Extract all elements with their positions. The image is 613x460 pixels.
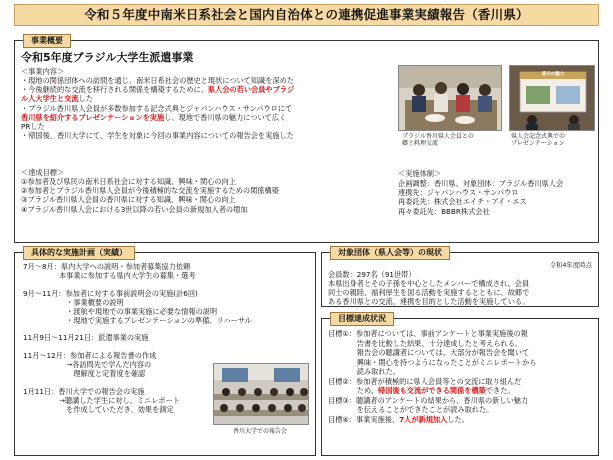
content-bullet [21, 104, 393, 113]
goals-label: ＜達成目標＞ [21, 168, 65, 177]
plan-line: 本事業に参加する県内大学生の募集・選考 [23, 270, 196, 280]
presentation-photo [509, 65, 595, 131]
description-line: ある香川県との交流、連携を目的とした活動を実施している。 [328, 297, 530, 307]
text-segment: を伝えることができたことが読み取れた。 [328, 405, 494, 414]
text-segment: ・帰国後、香川大学にて、学生を対象に今回の事業内容についての報告会を実施した [21, 131, 294, 141]
content-label: ＜事業内容＞ [21, 67, 65, 76]
achievement-line [328, 358, 536, 368]
text-segment: 目標③：聴講者のアンケートの結果から、香川県の新しい魅力 [328, 395, 529, 405]
system-item: 連携先：ジャパンハウス・サンパウロ [398, 188, 519, 198]
briefing-image [214, 364, 309, 425]
achievement-line [328, 329, 536, 339]
text-segment: ・現地の関係団体への訪問を通じ、南米日系社会の歴史と現状について知識を深めた [21, 76, 294, 85]
plan-line: を作成していただき、効果を測定 [23, 404, 174, 414]
achievement-line [328, 367, 536, 377]
plan-tab: 具体的な実施計画（実績） [23, 246, 135, 260]
achievement-line [328, 339, 536, 349]
plan-line: 1月11日：香川大学での報告会の実施 [23, 386, 145, 396]
content-bullet [21, 94, 393, 103]
content-bullets [21, 76, 393, 141]
achievement-line [328, 386, 536, 396]
achievement-tab: 目標達成状況 [330, 312, 394, 326]
description-line: 本県出身者とその子孫を中心としたメンバーで構成され、会員 [328, 279, 530, 288]
achievement-line [328, 405, 536, 415]
target-section [321, 248, 599, 307]
text-segment: 目標④：事業実施後、 [328, 414, 400, 424]
overview-tab: 事業概要 [23, 34, 71, 48]
text-segment: ため、 [328, 386, 379, 395]
text-segment: した。 [447, 414, 469, 424]
text-segment: 読み取れた。 [328, 367, 400, 376]
achievement-list [328, 329, 536, 424]
target-tab: 対象団体（県人会等）の現状 [330, 246, 450, 260]
description-line: 同士の親睦、福利厚生を図る活動を実施するとともに、故郷で [328, 288, 530, 298]
content-bullet [21, 122, 393, 131]
target-description [328, 279, 529, 307]
goal-item: ③ブラジル香川県人会員の香川県に対する知識、興味・関心の向上 [21, 195, 236, 205]
text-segment: し、現地で香川県の魅力について広く [164, 112, 287, 122]
plan-line: 9月～11月：参加者に対する事前説明会の実施(計6回) [23, 288, 198, 298]
plan-line: 理解度と定着度を確認 [23, 369, 146, 379]
system-item: 企画調整：香川県、対象団体：ブラジル香川県人会 [398, 179, 564, 188]
highlight-text: 香川県を紹介するプレゼンテーションを実施 [21, 112, 165, 122]
highlight-text: 7人が新規加入 [399, 414, 448, 424]
achievement-section [321, 314, 599, 456]
plan-line: 7月～8月：県内大学への説明・参加者募集協力依頼 [23, 262, 191, 271]
achievement-line [328, 415, 536, 425]
text-segment: した [78, 94, 93, 104]
as-of-date: 令和4年度時点 [549, 261, 592, 269]
plan-line: →聴講した学生に対し、ミニレポート [23, 395, 180, 405]
cooking-exchange-image [399, 66, 502, 131]
plan-section [14, 248, 316, 456]
goal-item: ④ブラジル香川県人会における3世以降の若い会員の新規加入者の増加 [21, 204, 248, 214]
highlight-text: ル人大学生と交流 [21, 94, 79, 104]
overview-section [14, 36, 599, 243]
content-bullet [21, 113, 393, 122]
plan-line: ・事業概要の説明 [23, 297, 124, 307]
content-bullet [21, 76, 393, 85]
content-bullet [21, 131, 393, 140]
plan-line: →各訪問先で学んだ内容の [23, 360, 152, 370]
system-list [398, 179, 563, 216]
system-item: 再委託先：株式会社エイチ・アイ・エス [398, 197, 527, 207]
briefing-photo [213, 363, 309, 425]
goal-item: ①参加者及び県民の南米日系社会に対する知識、興味・関心の向上 [21, 177, 236, 186]
content-bullet [21, 85, 393, 94]
achievement-line [328, 377, 536, 387]
briefing-caption: 香川大学での報告会 [233, 428, 288, 435]
presentation-caption: 県人会記念式典での プレゼンテーション [511, 133, 566, 148]
cooking-exchange-caption: ブラジル香川県人会員との 郷土料理交流 [402, 133, 474, 148]
text-segment: 報告会の聴講者については、大部分が報告会を聞いて [328, 348, 530, 357]
page-title: 令和５年度中南米日系社会と国内自治体との連携促進事業実績報告（香川県） [14, 4, 599, 26]
overview-heading: 令和5年度ブラジル大学生派遣事業 [21, 51, 194, 64]
text-segment: 告書を比較した結果、十分達成したと考えられる。 [328, 338, 523, 348]
text-segment: ・ブラジル香川県人会員が多数参加する記念式典とジャパンハウス・サンパウロにて [21, 103, 293, 113]
plan-line: 11月9日～11月21日：派遣事業の実施 [23, 333, 149, 343]
slide-title: 香川の魅力 [541, 72, 565, 77]
plan-line: ・現地で実施するプレゼンテーションの準備、リハーサル [23, 315, 252, 325]
plan-line: 11月～12月：参加者による報告書の作成 [23, 351, 157, 361]
text-segment: 目標②：参加者が積極的に県人会員等との交流に取り組んだ [328, 376, 522, 386]
goals-list [21, 177, 279, 214]
goal-item: ②参加者とブラジル香川県人会員が今後積極的な交流を実施するための関係構築 [21, 186, 279, 196]
text-segment: 興味・関心を持つようになったことがミニレポートから [328, 357, 537, 367]
achievement-line [328, 396, 536, 406]
cooking-exchange-photo [398, 65, 502, 131]
achievement-line [328, 348, 536, 358]
member-count: 会員数：297名（91世帯） [328, 270, 416, 279]
text-segment: できた。 [485, 386, 515, 395]
system-label: ＜実施体制＞ [398, 169, 442, 178]
text-segment: ・今後継続的な交流を移行される関係を構築するために、 [21, 85, 208, 95]
highlight-text: 県人会の若い会員やブラジ [207, 85, 295, 95]
text-segment: 目標①：参加者については、事前アンケートと事業実施後の報 [328, 329, 528, 338]
system-item: 再々委託先：BBBR株式会社 [398, 206, 490, 216]
plan-line: ・渡航や現地での事業実施に必要な情報の説明 [23, 306, 218, 316]
highlight-text: 帰国後も交流ができる関係を構築 [378, 386, 486, 395]
text-segment: PRした [21, 122, 45, 132]
